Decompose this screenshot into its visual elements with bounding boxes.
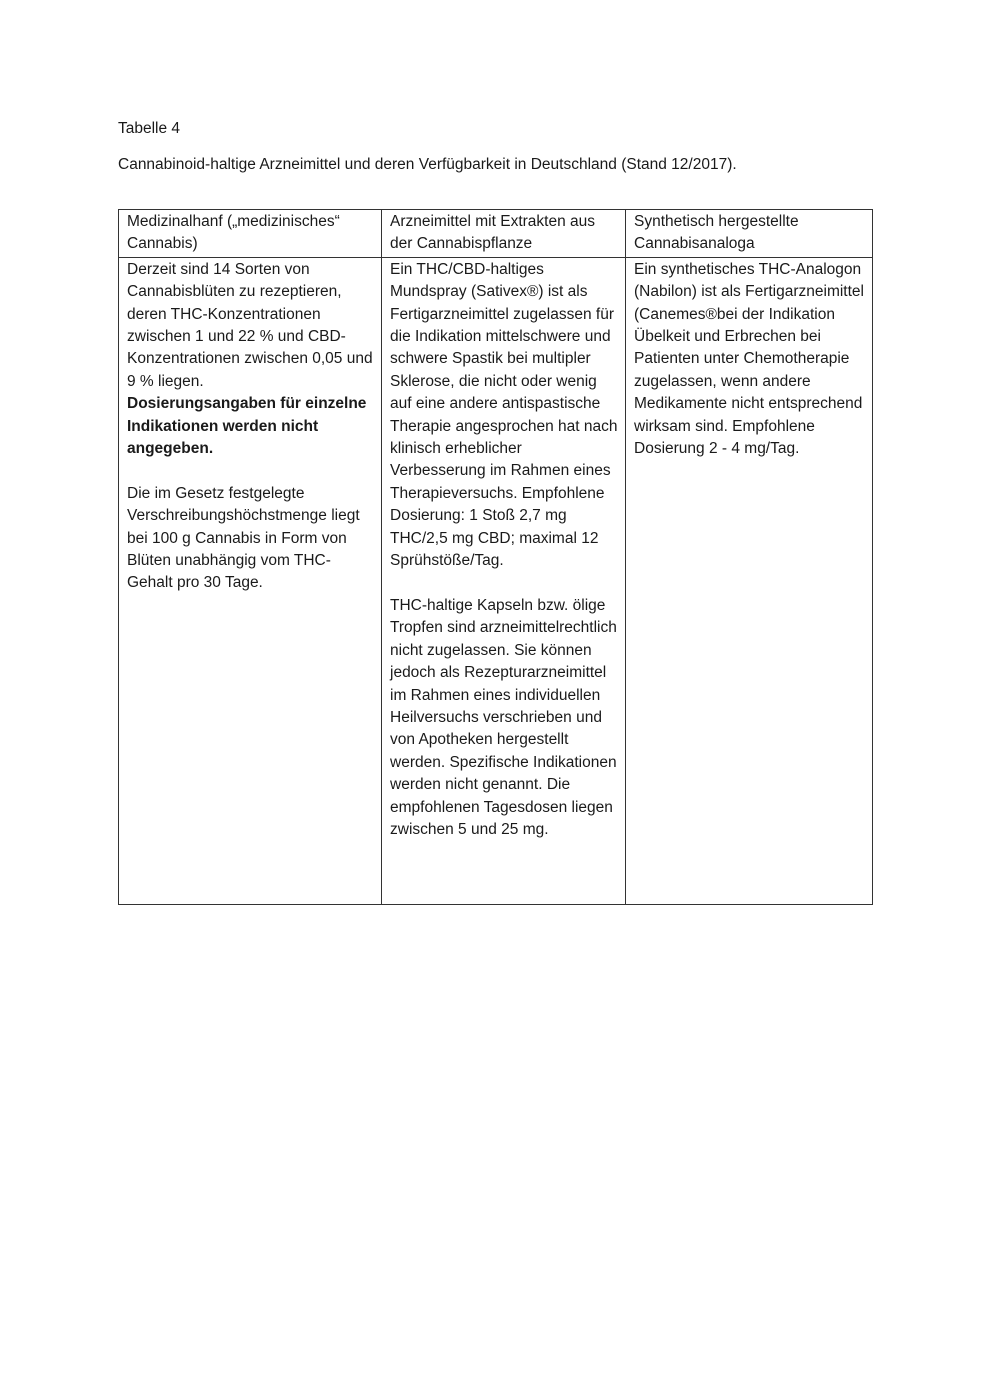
table-number-heading: Tabelle 4	[118, 120, 181, 137]
cannabis-varieties-text: Derzeit sind 14 Sorten von Cannabisblüten zu rezeptieren, deren THC-Konzentrationen zwischen 1 und 22 % und CBD-Konzentrationen zwischen 0,05 und 9 % liegen.	[127, 260, 373, 390]
paragraph-gap	[390, 573, 619, 595]
sativex-text: Ein THC/CBD-haltiges Mundspray (Sativex®) ist als Fertigarzneimittel zugelassen für die Indikation mittelschwere und schwere Spastik bei multipler Sklerose, die nicht oder wenig auf eine andere antispastische Therapie angesprochen hat nach klinisch erheblicher Verbesserung im Rahmen eines Therapieversuchs. Empfohlene Dosierung: 1 Stoß 2,7 mg THC/2,5 mg CBD; maximal 12 Sprühstöße/Tag.	[390, 260, 618, 570]
cannabinoid-medicines-table	[118, 209, 873, 905]
thc-capsules-text: THC-haltige Kapseln bzw. ölige Tropfen sind arzneimittelrechtlich nicht zugelassen. Sie können jedoch als Rezepturarzneimittel im Rahmen eines individuellen Heilversuchs verschrieben und von Apotheken hergestellt werden. Spezifische Indikationen werden nicht genannt. Die empfohlenen Tagesdosen liegen zwischen 5 und 25 mg.	[390, 596, 617, 838]
header-medicinal-cannabis: Medizinalhanf („medizinisches“ Cannabis)	[119, 210, 382, 258]
max-prescription-text: Die im Gesetz festgelegte Verschreibungshöchstmenge liegt bei 100 g Cannabis in Form von Blüten unabhängig vom THC-Gehalt pro 30 Tage.	[127, 484, 360, 592]
cell-medicinal-cannabis	[119, 257, 382, 904]
header-synthetic-analogues: Synthetisch hergestellte Cannabisanaloga	[626, 210, 873, 258]
paragraph-gap	[127, 460, 375, 482]
table-header-row	[119, 210, 873, 258]
table-row	[119, 257, 873, 904]
cell-plant-extract-medicines	[382, 257, 626, 904]
dosage-note-bold: Dosierungsangaben für einzelne Indikationen werden nicht angegeben.	[127, 395, 367, 458]
nabilon-text: Ein synthetisches THC-Analogon (Nabilon) ist als Fertigarzneimittel (Canemes®bei der Indikation Übelkeit und Erbrechen bei Patienten unter Chemotherapie zugelassen, wenn andere Medikamente nicht entsprechend wirksam sind. Empfohlene Dosierung 2 - 4 mg/Tag.	[634, 260, 864, 458]
header-plant-extract-medicines: Arzneimittel mit Extrakten aus der Cannabispflanze	[382, 210, 626, 258]
table-caption: Cannabinoid-haltige Arzneimittel und deren Verfügbarkeit in Deutschland (Stand 12/2017).	[118, 156, 737, 173]
cell-synthetic-analogues	[626, 257, 873, 904]
